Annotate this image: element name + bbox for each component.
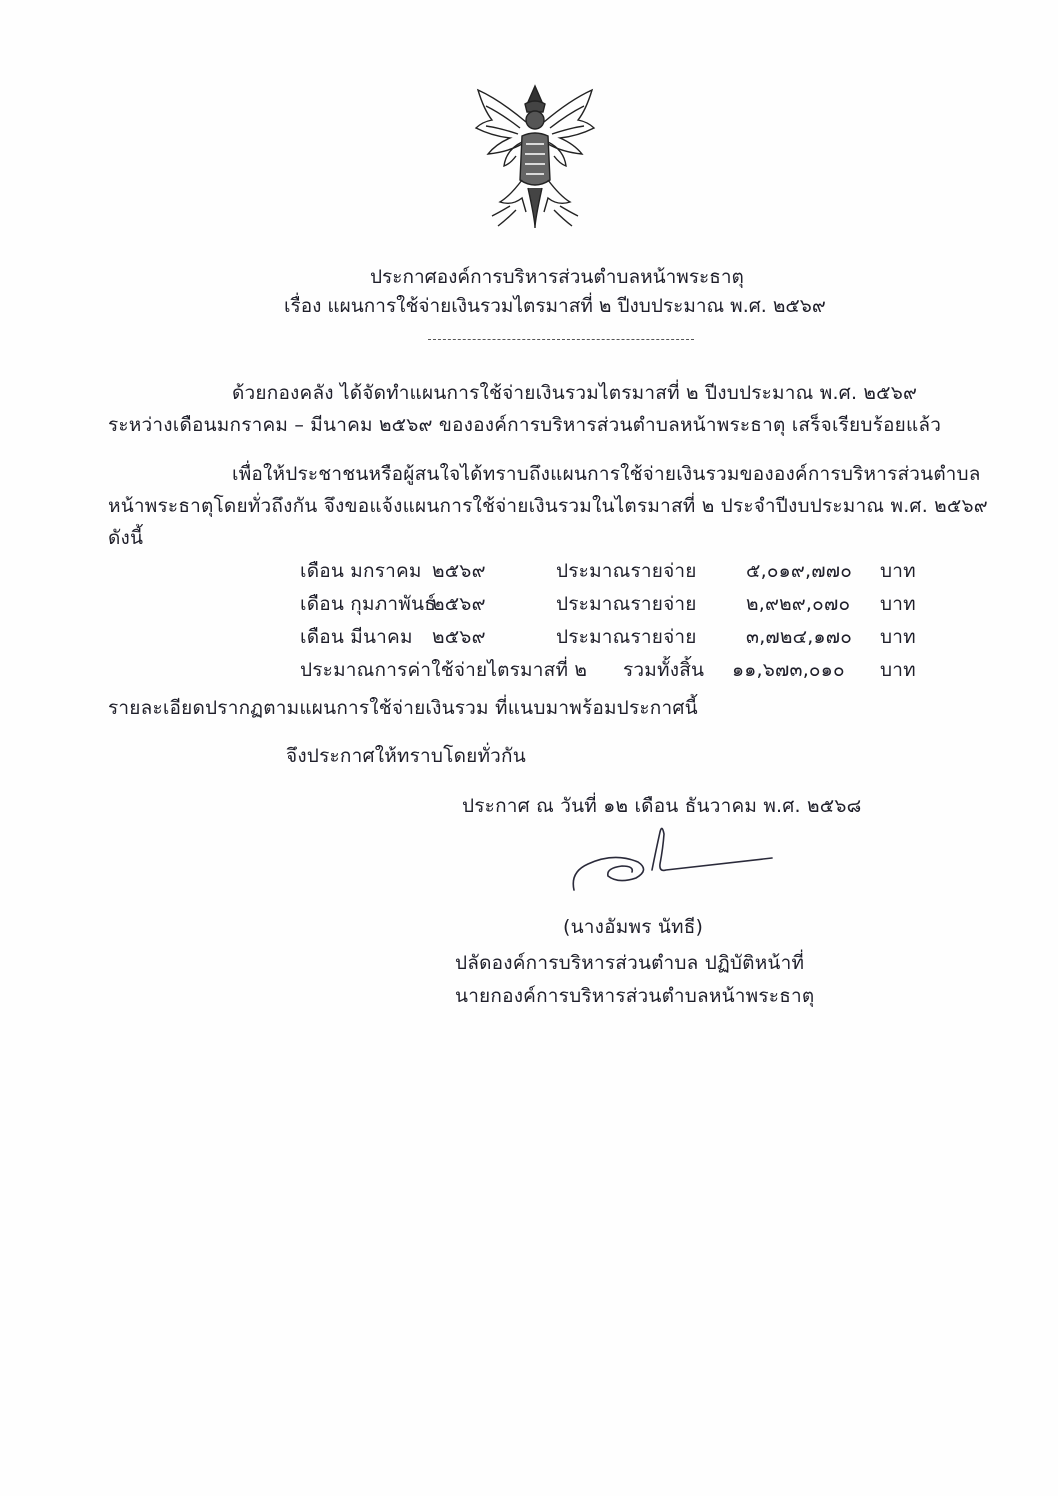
budget-row-amount: ๒,๙๒๙,๐๗๐ (746, 593, 851, 615)
paragraph-2-line-3: ดังนี้ (108, 527, 144, 549)
budget-row-unit: บาท (880, 626, 916, 648)
signatory-position-1: ปลัดองค์การบริหารส่วนตำบล ปฏิบัติหน้าที่ (455, 952, 805, 974)
garuda-emblem (470, 80, 600, 232)
budget-row-year: ๒๕๖๙ (432, 593, 486, 615)
notice-line: จึงประกาศให้ทราบโดยทั่วกัน (286, 745, 526, 767)
paragraph-2-line-2: หน้าพระธาตุโดยทั่วถึงกัน จึงขอแจ้งแผนการใช้จ่ายเงินรวมในไตรมาสที่ ๒ ประจำปีงบประมาณ พ.ศ. ๒๕๖๙ (108, 495, 988, 517)
budget-row-amount: ๓,๗๒๔,๑๗๐ (746, 626, 853, 648)
budget-row-month: เดือน มกราคม (300, 560, 422, 582)
title-divider (428, 339, 694, 340)
budget-row-year: ๒๕๖๙ (432, 560, 486, 582)
document-subject: เรื่อง แผนการใช้จ่ายเงินรวมไตรมาสที่ ๒ ปีงบประมาณ พ.ศ. ๒๕๖๙ (284, 295, 826, 317)
budget-row-amount: ๕,๐๑๙,๗๗๐ (746, 560, 853, 582)
budget-row-label: ประมาณรายจ่าย (556, 626, 697, 648)
summary-amount: ๑๑,๖๗๓,๐๑๐ (732, 659, 845, 681)
handwritten-signature (566, 820, 776, 895)
signatory-position-2: นายกองค์การบริหารส่วนตำบลหน้าพระธาตุ (455, 985, 815, 1007)
budget-row-year: ๒๕๖๙ (432, 626, 486, 648)
budget-row-label: ประมาณรายจ่าย (556, 560, 697, 582)
summary-label: ประมาณการค่าใช้จ่ายไตรมาสที่ ๒ (300, 659, 588, 681)
document-title: ประกาศองค์การบริหารส่วนตำบลหน้าพระธาตุ (370, 266, 744, 288)
paragraph-1-line-1: ด้วยกองคลัง ได้จัดทำแผนการใช้จ่ายเงินรวมไตรมาสที่ ๒ ปีงบประมาณ พ.ศ. ๒๕๖๙ (232, 382, 918, 404)
budget-row-unit: บาท (880, 593, 916, 615)
summary-unit: บาท (880, 659, 916, 681)
budget-row-month: เดือน มีนาคม (300, 626, 413, 648)
paragraph-1-line-2: ระหว่างเดือนมกราคม – มีนาคม ๒๕๖๙ ขององค์การบริหารส่วนตำบลหน้าพระธาตุ เสร็จเรียบร้อยแล้ว (108, 414, 942, 436)
budget-row-unit: บาท (880, 560, 916, 582)
budget-row-label: ประมาณรายจ่าย (556, 593, 697, 615)
budget-row-month: เดือน กุมภาพันธ์ (300, 593, 437, 615)
paragraph-2-line-1: เพื่อให้ประชาชนหรือผู้สนใจได้ทราบถึงแผนการใช้จ่ายเงินรวมขององค์การบริหารส่วนตำบล (232, 463, 981, 485)
detail-line: รายละเอียดปรากฏตามแผนการใช้จ่ายเงินรวม ที่แนบมาพร้อมประกาศนี้ (108, 697, 698, 719)
date-line: ประกาศ ณ วันที่ ๑๒ เดือน ธันวาคม พ.ศ. ๒๕๖๘ (462, 795, 862, 817)
signatory-name: (นางอัมพร นัทธี) (563, 916, 704, 938)
summary-total-label: รวมทั้งสิ้น (623, 659, 705, 681)
